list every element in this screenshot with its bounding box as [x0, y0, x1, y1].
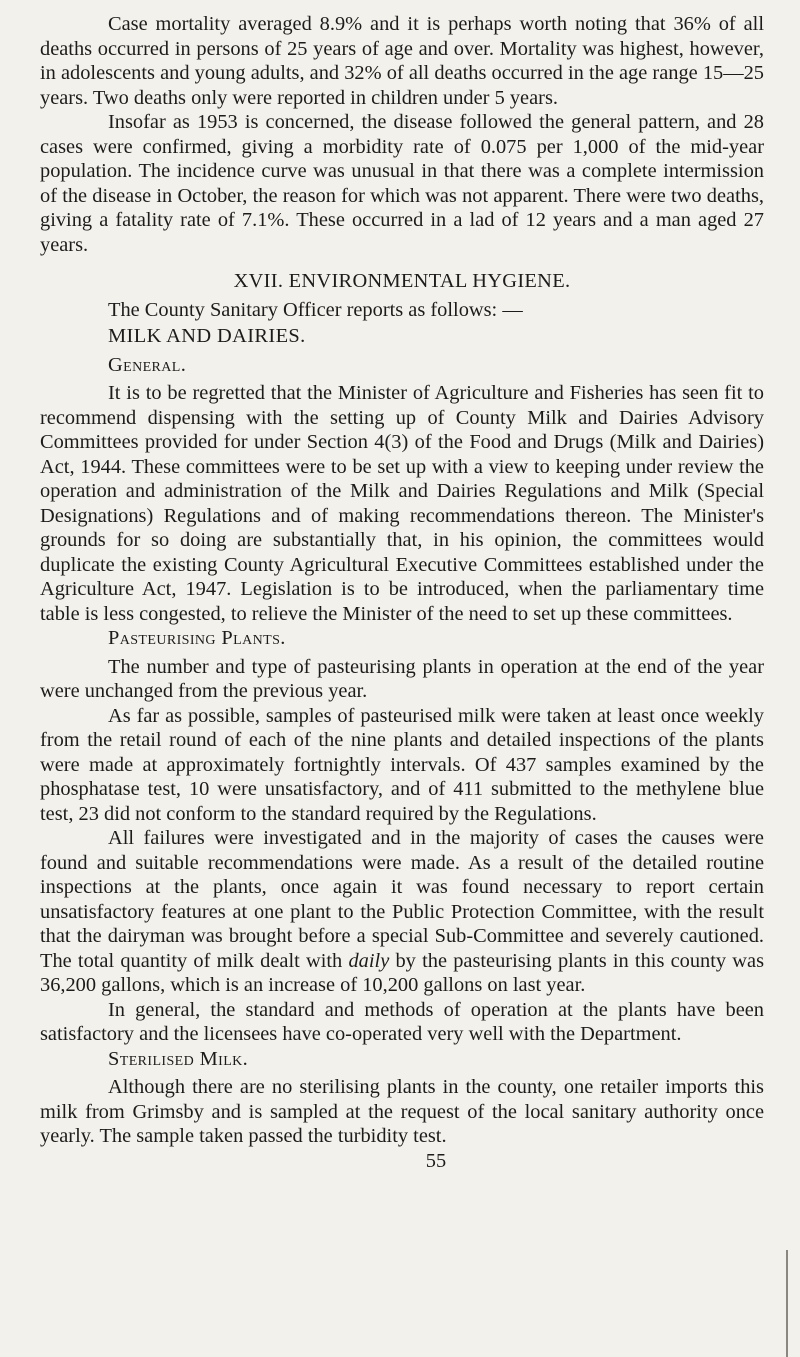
sterilised-heading: Sterilised Milk.: [108, 1047, 249, 1070]
page-number: 55: [425, 1149, 447, 1172]
pasteurising-paragraph-1: The number and type of pasteurising plants in operation at the end of the year were unchanged from the previous year.: [40, 655, 764, 702]
general-paragraph: It is to be regretted that the Minister of Agriculture and Fisheries has seen fit to recommend dispensing with the setting up of County Milk and Dairies Advisory Committees provided for under Section 4(3) of the Food and Drugs (Milk and Dairies) Act, 1944. These committees were to be set up with a view to keeping under review the operation and administration of the Milk and Dairies Regulations and Milk (Special Designations) Regulations and of making recommendations thereon. The Minister's grounds for so doing are substantially that, in his opinion, the committees would duplicate the existing County Agricultural Executive Committees established under the Agriculture Act, 1947. Legislation is to be introduced, when the parliamentary time table is less congested, to relieve the Minister of the need to set up these committees.: [40, 382, 764, 625]
section-subtitle: MILK AND DAIRIES.: [108, 325, 306, 347]
pasteurising-paragraph-4: In general, the standard and methods of operation at the plants have been satisfactory and the licensees have co-operated very well with the Department.: [40, 998, 764, 1045]
paragraph-case-mortality: Case mortality averaged 8.9% and it is perhaps worth noting that 36% of all deaths occurred in persons of 25 years of age and over. Mortality was highest, however, in adolescents and young adults, and 32% of all deaths occurred in the age range 15—25 years. Two deaths only were reported in children under 5 years.: [40, 13, 764, 109]
section-title: XVII. ENVIRONMENTAL HYGIENE.: [233, 270, 571, 292]
document-page: [40, 12, 764, 1173]
pasteurising-paragraph-3-end: by the pasteurising plants in this county was 36,200 gallons, which is an increase of 10,200 gallons on last year.: [40, 949, 765, 996]
pasteurising-paragraph-2: As far as possible, samples of pasteurised milk were taken at least once weekly from the retail round of each of the nine plants and detailed inspections of the plants were made at approximately fortnightly intervals. Of 437 samples examined by the phosphatase test, 10 were unsatisfactory, and of 411 submitted to the methylene blue test, 23 did not conform to the standard required by the Regulations.: [40, 704, 764, 825]
pasteurising-heading: Pasteurising Plants.: [108, 627, 286, 649]
section-intro: The County Sanitary Officer reports as follows: —: [108, 298, 523, 321]
general-heading: General.: [108, 353, 187, 376]
page-edge-mark: [786, 1250, 788, 1357]
pasteurising-paragraph-3-start: All failures were investigated and in the majority of cases the causes were found and suitable recommendations were made. As a result of the detailed routine inspections at the plants, once again it was found necessary to report certain unsatisfactory features at one plant to the Public Protection Committee, with the result that the dairyman was brought before a special Sub-Committee and severely cautioned. The total quantity of milk dealt with: [40, 827, 764, 972]
paragraph-1953: Insofar as 1953 is concerned, the disease followed the general pattern, and 28 cases were confirmed, giving a morbidity rate of 0.075 per 1,000 of the mid-year population. The incidence curve was unusual in that there was a complete intermission of the disease in October, the reason for which was not apparent. There were two deaths, giving a fatality rate of 7.1%. These occurred in a lad of 12 years and a man aged 27 years.: [40, 111, 764, 256]
pasteurising-paragraph-3: [40, 826, 764, 998]
pasteurising-paragraph-3-italic: daily: [348, 949, 390, 972]
sterilised-paragraph: Although there are no sterilising plants in the county, one retailer imports this milk from Grimsby and is sampled at the request of the local sanitary authority once yearly. The sample taken passed the turbidity test.: [40, 1076, 764, 1147]
